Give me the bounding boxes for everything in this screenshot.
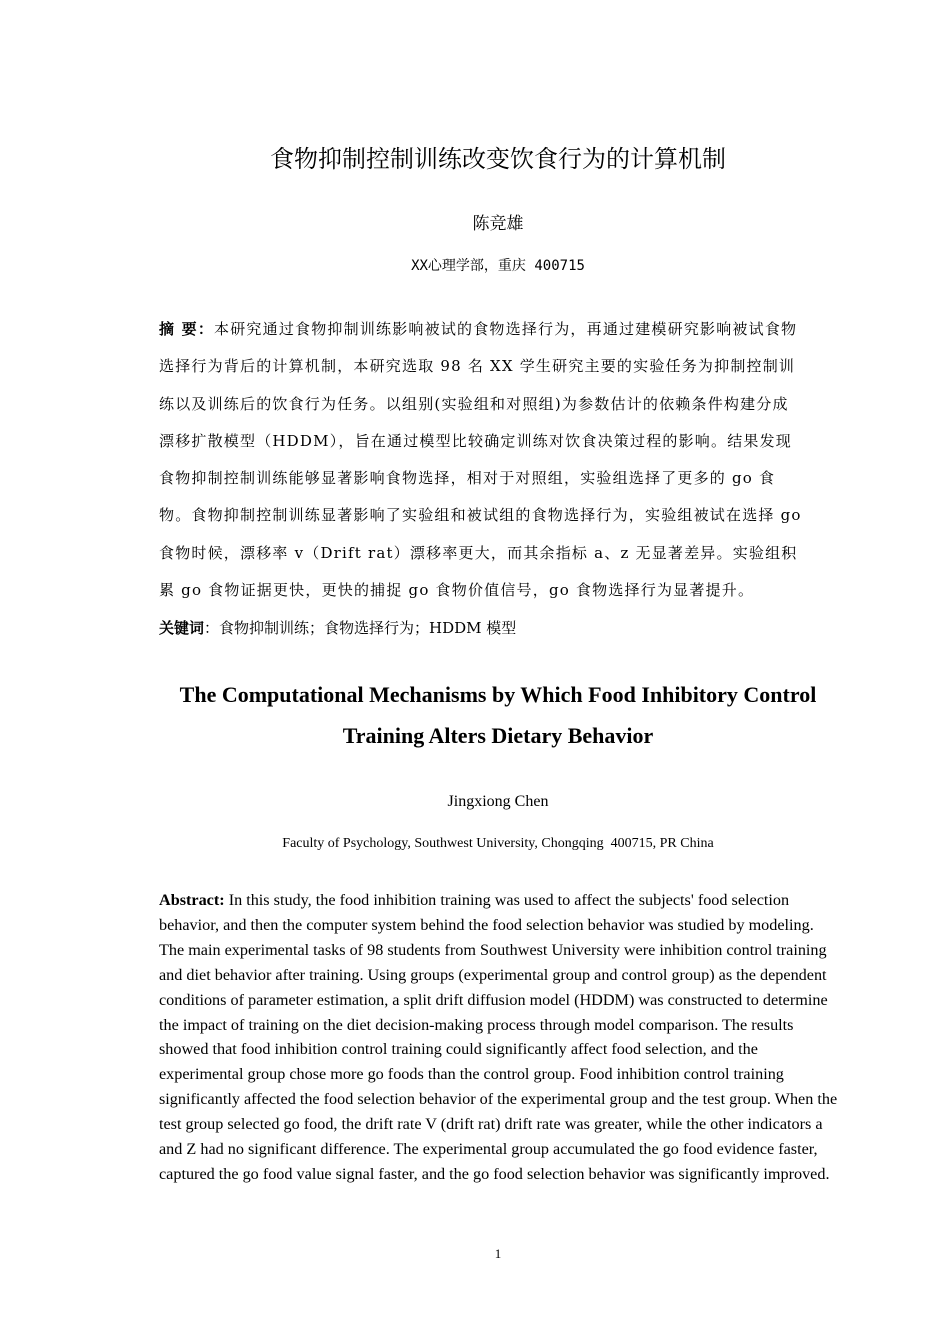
english-affiliation: Faculty of Psychology, Southwest University, Chongqing 400715, PR China xyxy=(282,836,714,851)
english-abstract-text: In this study, the food inhibition training was used to affect the subjects' food selection behavior, and then the computer system behind the food selection behavior was studied by modeling. The main experimental tasks of 98 students from Southwest University were inhibition control training and diet behavior after training. Using groups (experimental group and control group) as the dependent conditions of parameter estimation, a split drift diffusion model (HDDM) was constructed to determine the impact of training on the diet decision-making process through model comparison. The results showed that food inhibition control training could significantly affect food selection, and the experimental group chose more go foods than the control group. Food inhibition control training significantly affected the food selection behavior of the experimental group and the test group. When the test group selected go food, the drift rate V (drift rat) drift rate was greater, while the other indicators a and Z had no significant difference. The experimental group accumulated the go food evidence faster, captured the go food value signal faster, and the go food selection behavior was significantly improved. xyxy=(159,891,838,1183)
english-abstract xyxy=(159,888,839,1187)
chinese-title: 食物抑制控制训练改变饮食行为的计算机制 xyxy=(270,145,726,173)
chinese-affiliation: XX心理学部，重庆 400715 xyxy=(411,258,585,274)
chinese-author: 陈竞雄 xyxy=(472,214,524,234)
page-number: 1 xyxy=(494,1246,502,1261)
chinese-abstract-label: 摘 要： xyxy=(159,320,215,338)
chinese-keywords-text: ：食物抑制训练；食物选择行为；HDDM 模型 xyxy=(204,619,517,637)
chinese-abstract-text: 本研究通过食物抑制训练影响被试的食物选择行为，再通过建模研究影响被试食物选择行为背后的计算机制，本研究选取 98 名 XX 学生研究主要的实验任务为抑制控制训练以及训练后的饮食行为任务。以组别(实验组和对照组)为参数估计的依赖条件构建分成漂移扩散模型（HDDM），旨在通过模型比较确定训练对饮食决策过程的影响。结果发现食物抑制控制训练能够显著影响食物选择，相对于对照组，实验组选择了更多的 go 食物。食物抑制控制训练显著影响了实验组和被试组的食物选择行为，实验组被试在选择 go 食物时候，漂移率 v（Drift rat）漂移率更大，而其余指标 a、z 无显著差异。实验组积累 go 食物证据更快，更快的捕捉 go 食物价值信号，go 食物选择行为显著提升。 xyxy=(159,320,802,600)
english-abstract-label: Abstract: xyxy=(159,891,225,909)
chinese-keywords xyxy=(159,616,804,640)
chinese-keywords-label: 关键词 xyxy=(159,619,205,637)
english-author: Jingxiong Chen xyxy=(447,793,549,810)
chinese-abstract xyxy=(159,311,804,609)
english-title: The Computational Mechanisms by Which Food Inhibitory Control Training Alters Dietary Behavior xyxy=(179,682,817,748)
